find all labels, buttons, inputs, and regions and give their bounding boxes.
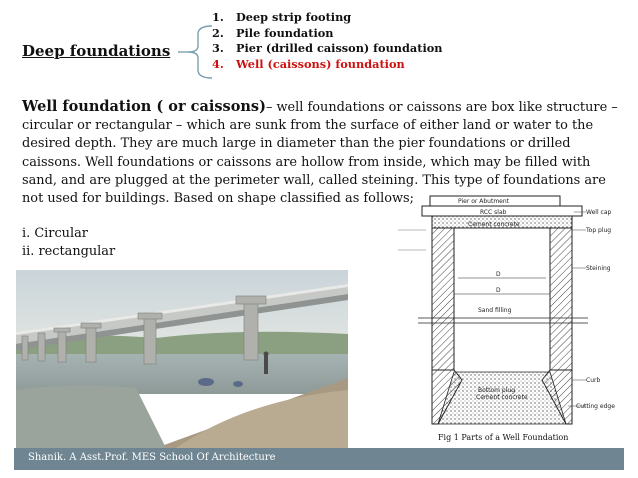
shape-list bbox=[22, 225, 115, 261]
label-rcc: RCC slab bbox=[480, 209, 507, 216]
label-pier: Pier or Abutment bbox=[458, 198, 510, 205]
label-dw: D bbox=[496, 271, 501, 278]
shape-item: ii. rectangular bbox=[22, 244, 116, 260]
shape-item: i. Circular bbox=[22, 226, 88, 241]
lead-term: Well foundation ( or caissons) bbox=[22, 98, 266, 115]
label-bottom-plug: Bottom plug bbox=[478, 387, 516, 394]
label-well-cap: Well cap bbox=[586, 209, 612, 216]
well-foundation-diagram bbox=[398, 190, 616, 446]
list-item: 3. Pier (drilled caisson) foundation bbox=[212, 41, 443, 56]
body-text: – well foundations or caissons are box like structure – circular or rectangular – which are sunk from the surface of either land or water to the desired depth. They are much large in diameter than the pier foundations or drilled caissons. Well foundations or caissons are hollow from inside, which may be filled with sand, and are plugged at the perimeter wall, called steining. This type of foundations are not used for buildings. Based on shape classified as follows; bbox=[22, 100, 618, 207]
footer-text: Shanik. A Asst.Prof. MES School Of Architecture bbox=[28, 452, 276, 463]
label-di: D bbox=[496, 287, 501, 294]
foundation-types-list bbox=[212, 10, 442, 72]
list-item: 2. Pile foundation bbox=[212, 25, 334, 40]
steining-right bbox=[550, 228, 572, 370]
steining-left bbox=[432, 228, 454, 370]
label-bottom-plug-2: Cement concrete bbox=[476, 394, 528, 401]
figure-caption: Fig 1 Parts of a Well Foundation bbox=[438, 433, 569, 442]
label-cement: Cement concrete bbox=[468, 221, 520, 228]
footer-bar bbox=[14, 448, 624, 470]
brace-connector bbox=[176, 24, 216, 80]
label-top-plug: Top plug bbox=[586, 227, 612, 234]
list-item: 1. Deep strip footing bbox=[212, 10, 352, 24]
bridge-photo bbox=[16, 270, 348, 448]
label-curb: Curb bbox=[586, 377, 601, 384]
slide-title: Deep foundations bbox=[22, 42, 171, 60]
label-cutting-edge: Cutting edge bbox=[576, 403, 615, 410]
label-sand: Sand filling bbox=[478, 307, 512, 314]
list-item-active: 4. Well (caissons) foundation bbox=[212, 56, 405, 71]
label-steining: Steining bbox=[586, 265, 611, 272]
bridge-photo-image bbox=[16, 270, 348, 448]
